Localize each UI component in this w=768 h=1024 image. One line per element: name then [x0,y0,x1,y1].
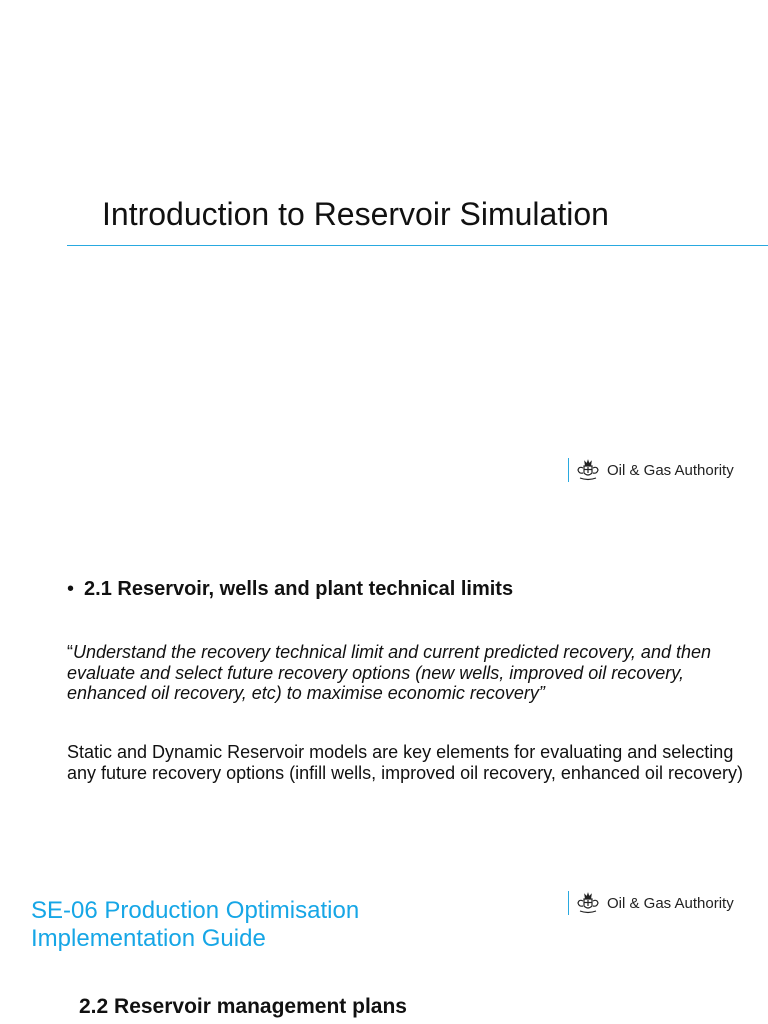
bullet: • [67,578,75,600]
quote-text: Understand the recovery technical limit and current predicted recovery, and then evaluate and select future recovery options (new wells, improved oil recovery, enhanced oil recovery, etc) to maximise economic recovery” [67,642,711,703]
oga-logo [568,890,734,916]
section-heading [67,578,513,601]
section-heading-2: 2.2 Reservoir management plans [79,995,407,1018]
guide-title: SE-06 Production Optimisation Implementation Guide [31,897,360,952]
logo-text: Oil & Gas Authority [607,894,734,912]
crest-icon [575,458,601,482]
body-paragraph: Static and Dynamic Reservoir models are key elements for evaluating and selecting any future recovery options (infill wells, improved oil recovery, enhanced oil recovery) [67,742,743,783]
crest-icon [575,891,601,915]
logo-divider [568,891,569,915]
title-divider [67,245,768,246]
quote-block [67,642,747,704]
section-heading-text: 2.1 Reservoir, wells and plant technical limits [84,578,514,600]
oga-logo [568,457,734,483]
logo-divider [568,458,569,482]
slide-title: Introduction to Reservoir Simulation [102,196,609,232]
logo-text: Oil & Gas Authority [607,461,734,479]
quote-open-mark: “ [67,642,73,662]
